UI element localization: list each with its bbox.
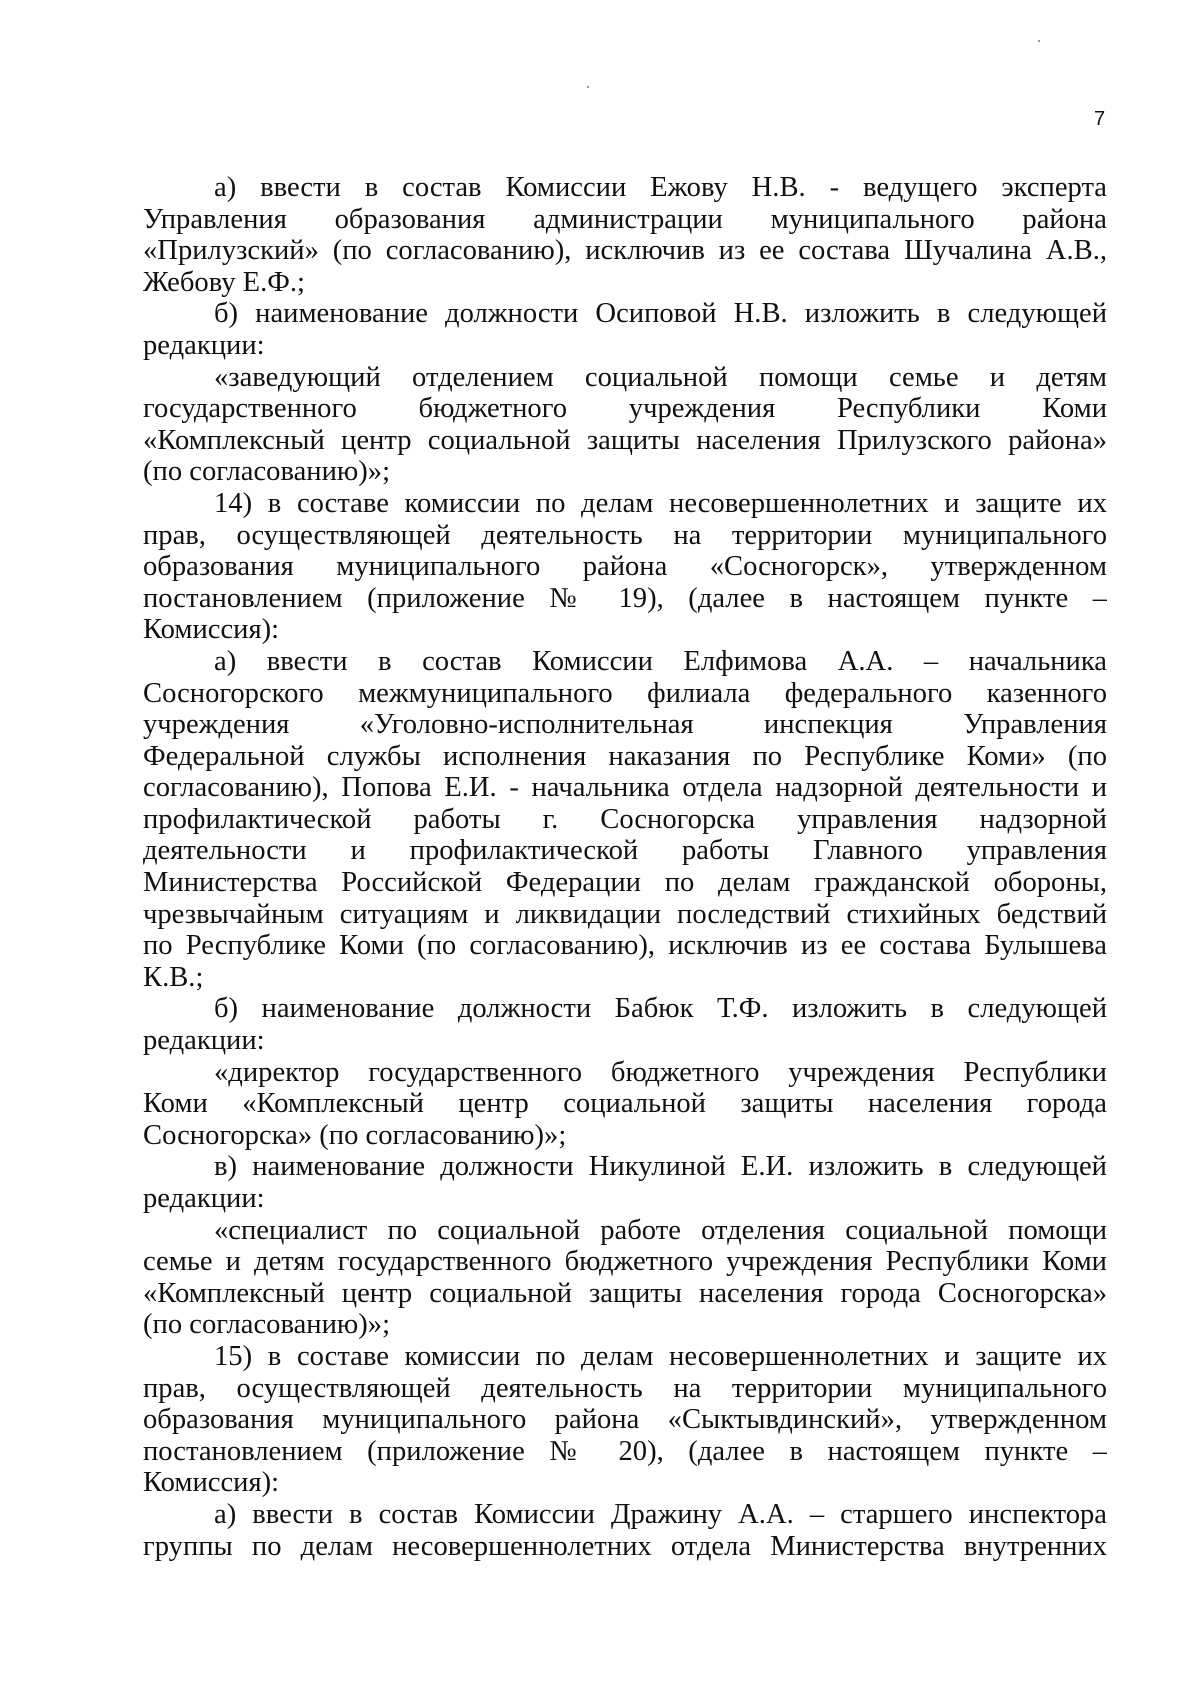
text-line: постановлением (приложение № 19), (далее в настоящем пункте – bbox=[143, 582, 1107, 614]
scan-speck bbox=[1038, 40, 1040, 42]
text-line: «Комплексный центр социальной защиты населения Прилузского района» bbox=[143, 424, 1107, 456]
text-line: учреждения «Уголовно-исполнительная инспекция Управления bbox=[143, 709, 1107, 741]
text-line: (по согласованию)»; bbox=[143, 456, 391, 488]
text-line: Комиссия): bbox=[143, 614, 280, 646]
text-line: чрезвычайным ситуациям и ликвидации последствий стихийных бедствий bbox=[143, 898, 1107, 930]
text-line: редакции: bbox=[143, 1183, 265, 1214]
text-line: Министерства Российской Федерации по делам гражданской обороны, bbox=[143, 867, 1107, 899]
text-line: согласованию), Попова Е.И. - начальника отдела надзорной деятельности и bbox=[143, 772, 1107, 804]
text-line: «директор государственного бюджетного учреждения Республики bbox=[214, 1056, 1107, 1088]
text-line: образования муниципального района «Сосногорск», утвержденном bbox=[143, 551, 1107, 583]
text-line: «заведующий отделением социальной помощи семье и детям bbox=[214, 361, 1107, 393]
text-line: Сосногорска» (по согласованию)»; bbox=[143, 1119, 567, 1151]
text-line: а) ввести в состав Комиссии Ежову Н.В. - ведущего эксперта bbox=[214, 172, 1107, 203]
text-line: Коми «Комплексный центр социальной защиты населения города bbox=[143, 1088, 1107, 1120]
text-line: «Прилузский» (по согласованию), исключив из ее состава Шучалина А.В., bbox=[143, 235, 1107, 267]
text-line: прав, осуществляющей деятельность на территории муниципального bbox=[143, 519, 1107, 551]
text-line: редакции: bbox=[143, 1025, 265, 1057]
document-body bbox=[143, 172, 1107, 1562]
text-line: 15) в составе комиссии по делам несовершеннолетних и защите их bbox=[214, 1340, 1107, 1372]
text-line: в) наименование должности Никулиной Е.И. изложить в следующей bbox=[214, 1151, 1107, 1183]
text-line: группы по делам несовершеннолетних отдела Министерства внутренних bbox=[143, 1530, 1107, 1562]
text-line: (по согласованию)»; bbox=[143, 1309, 391, 1341]
text-line: 14) в составе комиссии по делам несовершеннолетних и защите их bbox=[214, 487, 1107, 519]
text-line: по Республике Коми (по согласованию), исключив из ее состава Булышева bbox=[143, 930, 1107, 962]
text-line: постановлением (приложение № 20), (далее в настоящем пункте – bbox=[143, 1435, 1107, 1467]
text-line: семье и детям государственного бюджетного учреждения Республики Коми bbox=[143, 1246, 1107, 1278]
text-line: Комиссия): bbox=[143, 1467, 280, 1499]
text-line: К.В.; bbox=[143, 961, 204, 993]
text-line: государственного бюджетного учреждения Республики Коми bbox=[143, 393, 1107, 425]
text-line: образования муниципального района «Сыктывдинский», утвержденном bbox=[143, 1404, 1107, 1436]
text-line: деятельности и профилактической работы Главного управления bbox=[143, 835, 1107, 867]
text-line: Управления образования администрации муниципального района bbox=[143, 203, 1107, 235]
text-line: Сосногорского межмуниципального филиала федерального казенного bbox=[143, 677, 1107, 709]
text-line: прав, осуществляющей деятельность на территории муниципального bbox=[143, 1372, 1107, 1404]
text-line: редакции: bbox=[143, 329, 265, 361]
text-line: а) ввести в состав Комиссии Дражину А.А. – старшего инспектора bbox=[214, 1498, 1107, 1530]
scan-speck bbox=[587, 86, 589, 88]
text-line: Федеральной службы исполнения наказания по Республике Коми» (по bbox=[143, 740, 1107, 772]
text-line: «Комплексный центр социальной защиты населения города Сосногорска» bbox=[143, 1277, 1107, 1309]
text-line: б) наименование должности Бабюк Т.Ф. изложить в следующей bbox=[214, 993, 1107, 1025]
text-line: профилактической работы г. Сосногорска управления надзорной bbox=[143, 803, 1107, 835]
text-line: а) ввести в состав Комиссии Елфимова А.А. – начальника bbox=[214, 645, 1107, 677]
text-line: Жебову Е.Ф.; bbox=[143, 266, 305, 298]
page-number: 7 bbox=[1094, 108, 1106, 130]
text-line: б) наименование должности Осиповой Н.В. изложить в следующей bbox=[214, 298, 1107, 330]
text-line: «специалист по социальной работе отделения социальной помощи bbox=[214, 1214, 1107, 1246]
